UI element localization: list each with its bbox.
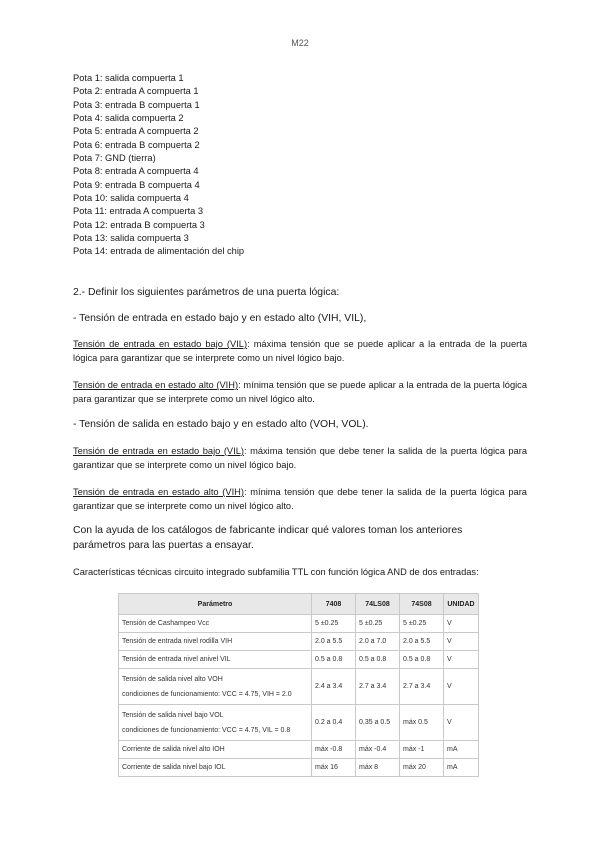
value-74s08: 2.0 a 5.5 (400, 633, 444, 651)
unit-cell: V (444, 633, 479, 651)
pin-item: Pota 4: salida compuerta 2 (73, 113, 184, 124)
pin-item: Pota 13: salida compuerta 3 (73, 233, 189, 244)
input-voltage-bullet: - Tensión de entrada en estado bajo y en estado alto (VIH, VIL), (73, 313, 367, 324)
pin-item: Pota 6: entrada B compuerta 2 (73, 139, 200, 150)
param-cell (119, 705, 312, 741)
value-74s08: 0.5 a 0.8 (400, 651, 444, 669)
pin-item: Pota 11: entrada A compuerta 3 (73, 206, 204, 217)
voh-text: : mínima tensión que debe tener la salida de la puerta lógica para garantizar que se interprete como un nivel lógico alto. (73, 487, 527, 511)
value-74s08: 2.7 a 3.4 (400, 669, 444, 705)
pin-item: Pota 9: entrada B compuerta 4 (73, 179, 200, 190)
value-74ls08: 0.35 a 0.5 (356, 705, 400, 741)
page-header-code: M22 (291, 38, 309, 48)
value-74s08: máx -1 (400, 741, 444, 759)
table-row (119, 615, 479, 633)
value-74ls08: máx -0.4 (356, 741, 400, 759)
value-74ls08: 2.7 a 3.4 (356, 669, 400, 705)
voh-term: Tensión de entrada en estado alto (VIH) (73, 487, 244, 497)
value-7408: 2.4 a 3.4 (312, 669, 356, 705)
value-74s08: 5 ±0.25 (400, 615, 444, 633)
pin-item: Pota 5: entrada A compuerta 2 (73, 126, 199, 137)
param-line: Tensión de salida nivel alto VOH (122, 675, 223, 683)
table-row (119, 705, 479, 741)
vil-text: : máxima tensión que se puede aplicar a la entrada de la puerta lógica para garantizar que se interprete como un nivel lógico bajo. (73, 339, 527, 363)
value-7408: máx 16 (312, 759, 356, 777)
value-7408: máx -0.8 (312, 741, 356, 759)
header-parametro: Parámetro (119, 594, 312, 615)
param-condition: condiciones de funcionamiento: VCC = 4.75, VIH = 2.0 (122, 690, 292, 698)
param-cell: Tensión de entrada nivel rodilla VIH (119, 633, 312, 651)
value-74ls08: máx 8 (356, 759, 400, 777)
value-7408: 5 ±0.25 (312, 615, 356, 633)
unit-cell: mA (444, 759, 479, 777)
value-74ls08: 2.0 a 7.0 (356, 633, 400, 651)
value-74s08: máx 20 (400, 759, 444, 777)
vih-term: Tensión de entrada en estado alto (VIH) (73, 380, 239, 390)
param-cell: Corriente de salida nivel bajo IOL (119, 759, 312, 777)
catalog-question: Con la ayuda de los catálogos de fabricante indicar qué valores toman los anteriores parámetros para las puertas a ensayar. (73, 525, 463, 551)
table-row (119, 741, 479, 759)
param-line: Tensión de salida nivel bajo VOL (122, 711, 224, 719)
unit-cell: V (444, 669, 479, 705)
value-7408: 0.2 a 0.4 (312, 705, 356, 741)
vol-term: Tensión de entrada en estado bajo (VIL) (73, 446, 244, 456)
spec-table (118, 593, 479, 777)
vil-definition (73, 337, 527, 365)
value-74ls08: 5 ±0.25 (356, 615, 400, 633)
vil-term: Tensión de entrada en estado bajo (VIL) (73, 339, 248, 349)
header-74ls08: 74LS08 (356, 594, 400, 615)
vih-text: : mínima tensión que se puede aplicar a la entrada de la puerta lógica para garantizar que se interprete como un nivel lógico alto. (73, 380, 527, 404)
pin-item: Pota 2: entrada A compuerta 1 (73, 86, 199, 97)
vol-definition (73, 444, 527, 472)
section-heading: 2.- Definir los siguientes parámetros de una puerta lógica: (73, 287, 340, 298)
vol-text: : máxima tensión que debe tener la salida de la puerta lógica para garantizar que se interprete como un nivel lógico bajo. (73, 446, 527, 470)
value-7408: 2.0 a 5.5 (312, 633, 356, 651)
pin-item: Pota 3: entrada B compuerta 1 (73, 99, 200, 110)
param-cell (119, 669, 312, 705)
vih-definition (73, 378, 527, 406)
param-cell: Tensión de Cashampeo Vcc (119, 615, 312, 633)
output-voltage-bullet: - Tensión de salida en estado bajo y en estado alto (VOH, VOL). (73, 419, 369, 430)
unit-cell: V (444, 615, 479, 633)
pin-item: Pota 8: entrada A compuerta 4 (73, 166, 199, 177)
table-row (119, 633, 479, 651)
header-7408: 7408 (312, 594, 356, 615)
voh-definition (73, 485, 527, 513)
pin-item: Pota 14: entrada de alimentación del chip (73, 246, 245, 257)
param-cell: Corriente de salida nivel alto IOH (119, 741, 312, 759)
param-cell: Tensión de entrada nivel anivel VIL (119, 651, 312, 669)
table-row (119, 651, 479, 669)
pin-item: Pota 1: salida compuerta 1 (73, 73, 184, 83)
pin-item: Pota 12: entrada B compuerta 3 (73, 219, 205, 230)
pin-item: Pota 10: salida compuerta 4 (73, 193, 189, 204)
pin-item: Pota 7: GND (tierra) (73, 153, 156, 164)
param-condition: condiciones de funcionamiento: VCC = 4.75, VIL = 0.8 (122, 726, 291, 734)
pin-list (73, 72, 244, 259)
header-74s08: 74S08 (400, 594, 444, 615)
table-caption: Características técnicas circuito integrado subfamilia TTL con función lógica AND de dos entradas: (73, 567, 479, 577)
unit-cell: V (444, 705, 479, 741)
value-74ls08: 0.5 a 0.8 (356, 651, 400, 669)
table-header-row (119, 594, 479, 615)
value-74s08: máx 0.5 (400, 705, 444, 741)
unit-cell: mA (444, 741, 479, 759)
unit-cell: V (444, 651, 479, 669)
table-row (119, 759, 479, 777)
header-unidad: UNIDAD (444, 594, 479, 615)
table-row (119, 669, 479, 705)
value-7408: 0.5 a 0.8 (312, 651, 356, 669)
